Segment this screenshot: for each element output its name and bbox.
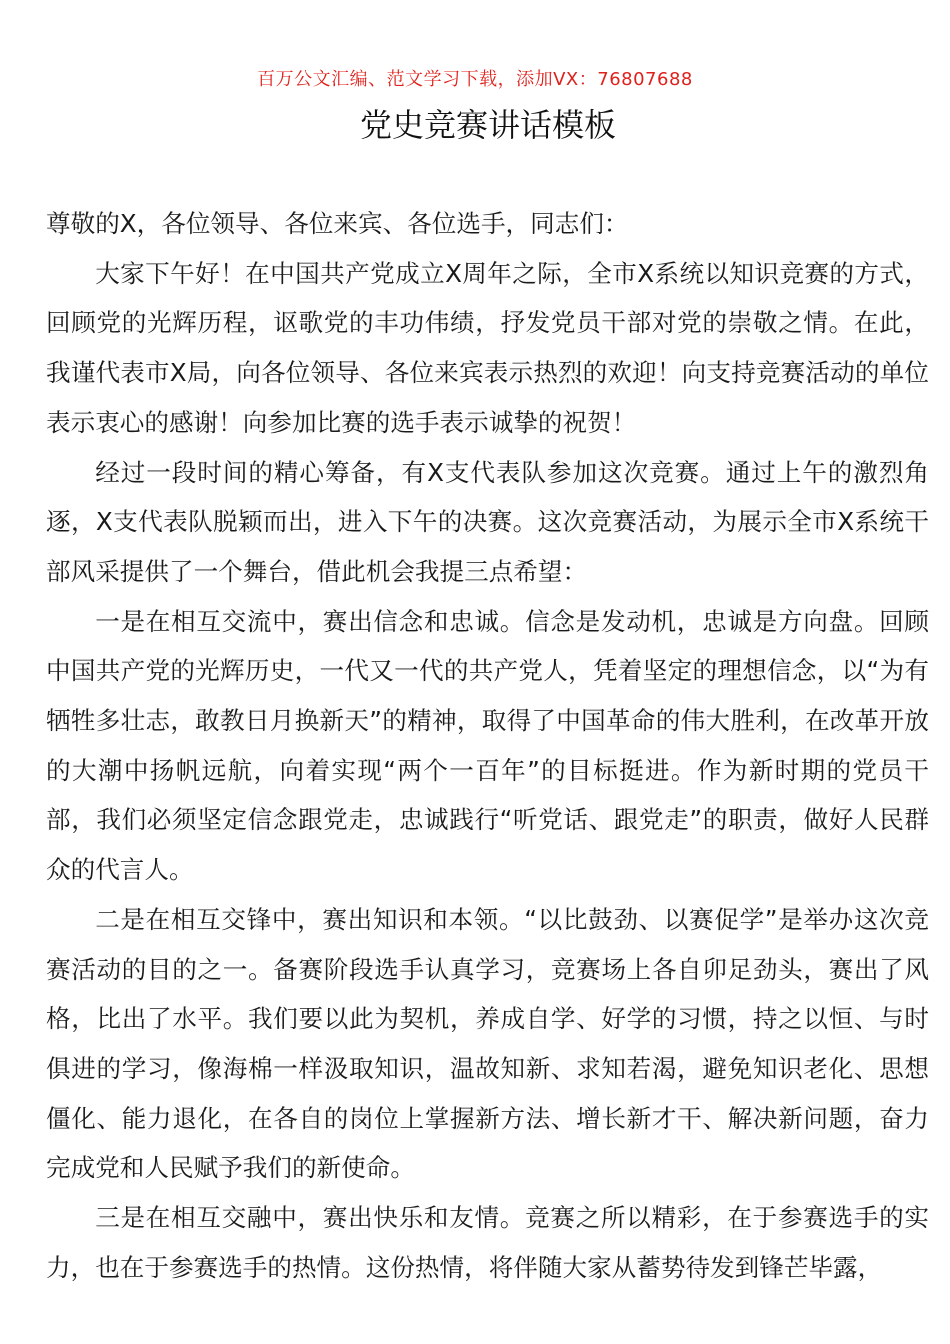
paragraph-greeting: 大家下午好！在中国共产党成立X周年之际，全市X系统以知识竞赛的方式，回顾党的光辉历程，讴歌党的丰功伟绩，抒发党员干部对党的崇敬之情。在此，我谨代表市X局，向各位领导、各位来宾表示热烈的欢迎！向支持竞赛活动的单位表示衷心的感谢！向参加比赛的选手表示诚挚的祝贺！ <box>46 258 929 437</box>
paragraph-hope-one: 一是在相互交流中，赛出信念和忠诚。信念是发动机，忠诚是方向盘。回顾中国共产党的光辉历史，一代又一代的共产党人，凭着坚定的理想信念，以“为有牺牲多壮志，敢教日月换新天”的精神，取得了中国革命的伟大胜利，在改革开放的大潮中扬帆远航，向着实现“两个一百年”的目标挺进。作为新时期的党员干部，我们必须坚定信念跟党走，忠诚践行“听党话、跟党走”的职责，做好人民群众的代言人。 <box>46 606 929 885</box>
paragraph-hope-two: 二是在相互交锋中，赛出知识和本领。“以比鼓劲、以赛促学”是举办这次竞赛活动的目的之一。备赛阶段选手认真学习，竞赛场上各自卯足劲头，赛出了风格，比出了水平。我们要以此为契机，养成自学、好学的习惯，持之以恒、与时俱进的学习，像海棉一样汲取知识，温故知新、求知若渴，避免知识老化、思想僵化、能力退化，在各自的岗位上掌握新方法、增长新才干、解决新问题，奋力完成党和人民赋予我们的新使命。 <box>46 904 929 1183</box>
paragraph-hope-three: 三是在相互交融中，赛出快乐和友情。竞赛之所以精彩，在于参赛选手的实力，也在于参赛选手的热情。这份热情，将伴随大家从蓄势待发到锋芒毕露， <box>46 1203 929 1282</box>
document-title: 党史竞赛讲话模板 <box>359 106 616 144</box>
paragraph-background: 经过一段时间的精心筹备，有X支代表队参加这次竞赛。通过上午的激烈角逐，X支代表队脱颖而出，进入下午的决赛。这次竞赛活动，为展示全市X系统干部风采提供了一个舞台，借此机会我提三点希望： <box>46 457 929 586</box>
salutation: 尊敬的X，各位领导、各位来宾、各位选手，同志们： <box>46 209 629 238</box>
header-watermark-note: 百万公文汇编、范文学习下载，添加VX：76807688 <box>257 69 693 90</box>
document-body <box>46 199 929 1292</box>
